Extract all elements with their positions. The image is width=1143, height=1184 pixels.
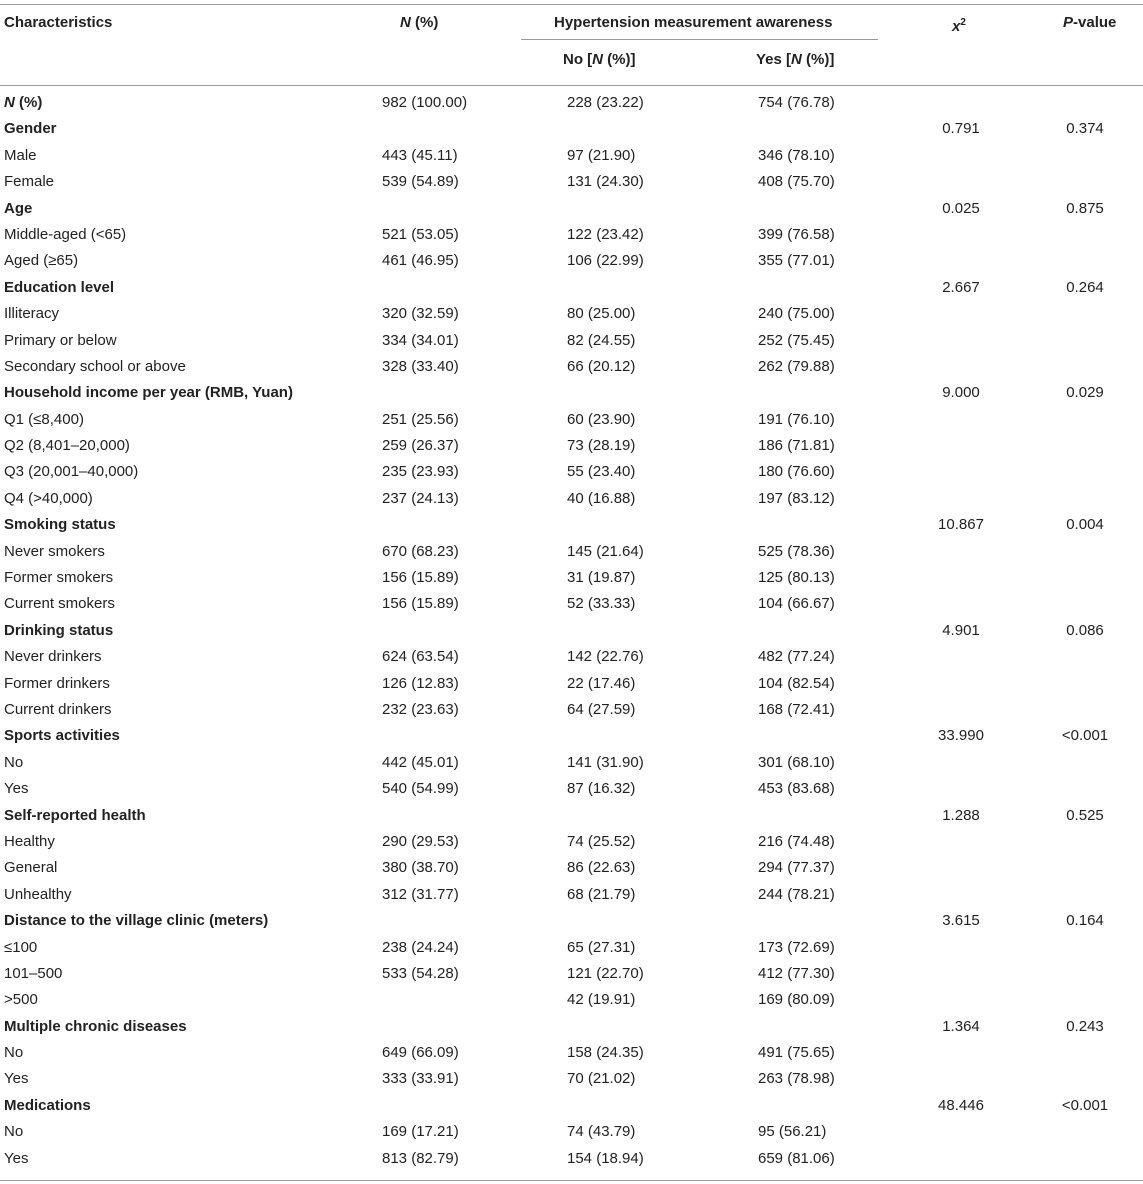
header-awareness-group: Hypertension measurement awareness [554,14,833,31]
table-row [0,354,1143,380]
header-no-post: (%)] [603,51,636,68]
cell-awareness-yes: 240 (75.00) [758,305,835,323]
cell-p-value: 0.029 [1066,384,1104,402]
cell-n-percent: 539 (54.89) [382,173,459,191]
cell-awareness-no: 145 (21.64) [567,542,644,560]
cell-awareness-no: 141 (31.90) [567,753,644,771]
cell-characteristic: Education level [4,278,115,296]
header-p-italic: P [1063,14,1074,31]
cell-n-percent: 251 (25.56) [382,410,459,428]
cell-awareness-no: 73 (28.19) [567,437,636,455]
cell-awareness-yes: 301 (68.10) [758,753,835,771]
table-group-row [0,723,1143,749]
table-row [0,1040,1143,1066]
header-chi-square [952,14,966,36]
cell-characteristic: No [4,1044,24,1062]
cell-n-percent: 320 (32.59) [382,305,459,323]
cell-awareness-no: 106 (22.99) [567,252,644,270]
cell-awareness-no: 121 (22.70) [567,964,644,982]
cell-chi-square: 0.791 [942,120,980,138]
cell-characteristic: Household income per year (RMB, Yuan) [4,384,293,402]
cell-characteristic: Unhealthy [4,885,72,903]
cell-n-percent: 982 (100.00) [382,94,468,111]
table-row [0,301,1143,327]
cell-awareness-yes: 754 (76.78) [758,94,835,111]
cell-awareness-yes: 197 (83.12) [758,489,835,507]
table-row [0,248,1143,274]
cell-characteristic: General [4,859,58,877]
cell-p-value: 0.264 [1066,278,1104,296]
table-row [0,855,1143,881]
cell-characteristic: Current drinkers [4,700,112,718]
cell-awareness-no: 131 (24.30) [567,173,644,191]
cell-awareness-no: 87 (16.32) [567,780,636,798]
cell-awareness-no: 86 (22.63) [567,859,636,877]
cell-n-percent: 443 (45.11) [382,146,458,164]
cell-p-value: 0.875 [1066,199,1104,217]
cell-awareness-no: 158 (24.35) [567,1044,644,1062]
cell-characteristic: Female [4,173,55,191]
cell-awareness-yes: 125 (80.13) [758,569,835,587]
cell-awareness-no: 40 (16.88) [567,489,636,507]
cell-chi-square: 0.025 [942,199,980,217]
table-row [0,433,1143,459]
cell-n-percent: 238 (24.24) [382,938,459,956]
cell-characteristic: Q4 (>40,000) [4,489,93,507]
cell-awareness-no: 74 (25.52) [567,832,636,850]
cell-characteristic: Distance to the village clinic (meters) [4,912,269,930]
cell-awareness-no: 52 (33.33) [567,595,636,613]
cell-awareness-yes: 294 (77.37) [758,859,835,877]
cell-characteristic: Yes [4,1070,29,1088]
table-row [0,776,1143,802]
cell-characteristic: Healthy [4,832,55,850]
table-group-row [0,1093,1143,1119]
header-p-rest: -value [1073,14,1117,31]
cell-n-percent: 259 (26.37) [382,437,459,455]
cell-characteristic: Multiple chronic diseases [4,1017,187,1035]
cell-p-value: 0.004 [1066,516,1104,534]
cell-n-percent: 334 (34.01) [382,331,459,349]
cell-awareness-no: 228 (23.22) [567,94,644,111]
cell-n-percent: 333 (33.91) [382,1070,459,1088]
cell-awareness-no: 154 (18.94) [567,1149,644,1167]
cell-characteristic: Age [4,199,33,217]
cell-chi-square: 1.364 [942,1017,980,1035]
cell-awareness-yes: 191 (76.10) [758,410,835,428]
cell-characteristic: Q1 (≤8,400) [4,410,84,428]
cell-awareness-no: 70 (21.02) [567,1070,636,1088]
cell-n-percent: 521 (53.05) [382,225,459,243]
cell-characteristic: Yes [4,1149,29,1167]
cell-characteristic: Former drinkers [4,674,110,692]
cell-awareness-no: 122 (23.42) [567,225,644,243]
table-row [0,961,1143,987]
cell-characteristic [4,90,42,116]
cell-characteristic: Drinking status [4,621,114,639]
table-group-row [0,803,1143,829]
cell-characteristic: Male [4,146,37,164]
table-top-rule [0,4,1143,5]
cell-awareness-yes: 355 (77.01) [758,252,835,270]
cell-n-percent: 312 (31.77) [382,885,459,903]
cell-awareness-yes: 346 (78.10) [758,146,835,164]
table-group-row [0,275,1143,301]
table-group-row [0,908,1143,934]
cell-awareness-yes: 252 (75.45) [758,331,835,349]
cell-n-percent: 442 (45.01) [382,753,459,771]
cell-awareness-no: 68 (21.79) [567,885,636,903]
cell-characteristic: Primary or below [4,331,117,349]
header-characteristics: Characteristics [4,14,113,31]
header-n-italic: N [400,14,411,31]
table-row [0,407,1143,433]
cell-n-percent: 649 (66.09) [382,1044,459,1062]
cell-awareness-no: 74 (43.79) [567,1123,636,1141]
header-yes-post: (%)] [801,51,835,68]
header-group-rule [521,39,878,40]
table-group-row [0,116,1143,142]
cell-characteristic: >500 [4,991,38,1009]
row-n-rest: (%) [14,94,43,111]
cell-p-value: 0.374 [1066,120,1104,138]
cell-characteristic: 101–500 [4,964,63,982]
table-group-row [0,380,1143,406]
cell-awareness-yes: 104 (66.67) [758,595,835,613]
cell-n-percent: 328 (33.40) [382,357,459,375]
cell-characteristic: Gender [4,120,57,138]
cell-awareness-yes: 104 (82.54) [758,674,835,692]
cell-awareness-yes: 399 (76.58) [758,225,835,243]
cell-awareness-no: 66 (20.12) [567,357,636,375]
table-row [0,697,1143,723]
table-row [0,591,1143,617]
cell-characteristic: ≤100 [4,938,38,956]
header-p-value [1063,14,1116,32]
cell-n-percent: 380 (38.70) [382,859,459,877]
cell-chi-square: 48.446 [938,1096,984,1114]
cell-awareness-yes: 412 (77.30) [758,964,835,982]
table-row [0,222,1143,248]
header-no-column [563,51,636,69]
cell-awareness-no: 42 (19.91) [567,991,636,1009]
cell-chi-square: 9.000 [942,384,980,402]
cell-n-percent: 461 (46.95) [382,252,459,270]
cell-characteristic: Yes [4,780,29,798]
cell-awareness-yes: 168 (72.41) [758,700,835,718]
cell-characteristic: Middle-aged (<65) [4,225,127,243]
header-n-percent [400,14,438,32]
table-row [0,671,1143,697]
cell-chi-square: 33.990 [938,727,984,745]
cell-awareness-no: 31 (19.87) [567,569,636,587]
cell-awareness-yes: 173 (72.69) [758,938,835,956]
cell-awareness-yes: 659 (81.06) [758,1149,835,1167]
cell-characteristic: Current smokers [4,595,115,613]
cell-characteristic: Never smokers [4,542,105,560]
cell-n-percent: 169 (17.21) [382,1123,459,1141]
cell-characteristic: Illiteracy [4,305,60,323]
table-row [0,644,1143,670]
table-group-row [0,196,1143,222]
cell-n-percent: 232 (23.63) [382,700,459,718]
cell-awareness-yes: 262 (79.88) [758,357,835,375]
cell-awareness-no: 22 (17.46) [567,674,636,692]
table-row [0,486,1143,512]
cell-characteristic: Medications [4,1096,91,1114]
table-row [0,143,1143,169]
cell-awareness-yes: 180 (76.60) [758,463,835,481]
cell-awareness-yes: 525 (78.36) [758,542,835,560]
cell-chi-square: 4.901 [942,621,980,639]
row-n-italic: N [4,94,15,111]
cell-p-value: 0.243 [1066,1017,1104,1035]
cell-awareness-no: 55 (23.40) [567,463,636,481]
table-row [0,169,1143,195]
cell-n-percent: 624 (63.54) [382,648,459,666]
table-row [0,1119,1143,1145]
cell-awareness-no: 82 (24.55) [567,331,636,349]
cell-awareness-yes: 491 (75.65) [758,1044,835,1062]
cell-p-value: 0.164 [1066,912,1104,930]
header-yes-pre: Yes [ [756,51,792,68]
cell-n-percent: 237 (24.13) [382,489,459,507]
table-row [0,328,1143,354]
cell-awareness-yes: 95 (56.21) [758,1123,827,1141]
table-group-row [0,512,1143,538]
cell-awareness-no: 142 (22.76) [567,648,644,666]
table-row [0,882,1143,908]
table-row [0,935,1143,961]
cell-n-percent: 813 (82.79) [382,1149,459,1167]
cell-n-percent: 670 (68.23) [382,542,459,560]
table-row [0,987,1143,1013]
cell-chi-square: 3.615 [942,912,980,930]
cell-awareness-yes: 263 (78.98) [758,1070,835,1088]
table-row [0,539,1143,565]
table-group-row [0,90,1143,116]
cell-characteristic: No [4,753,24,771]
cell-awareness-yes: 408 (75.70) [758,173,835,191]
cell-p-value: 0.525 [1066,806,1104,824]
cell-characteristic: Sports activities [4,727,120,745]
cell-chi-square: 10.867 [938,516,984,534]
table-row [0,1066,1143,1092]
cell-characteristic: Self-reported health [4,806,146,824]
cell-awareness-no: 80 (25.00) [567,305,636,323]
header-yes-italic: N [791,51,802,68]
cell-awareness-no: 64 (27.59) [567,700,636,718]
cell-n-percent: 235 (23.93) [382,463,459,481]
header-x2-sup: 2 [960,17,966,28]
cell-n-percent: 156 (15.89) [382,569,459,587]
cell-characteristic: Q2 (8,401–20,000) [4,437,130,455]
cell-n-percent: 126 (12.83) [382,674,459,692]
cell-awareness-yes: 186 (71.81) [758,437,835,455]
cell-n-percent: 540 (54.99) [382,780,459,798]
table-group-row [0,1014,1143,1040]
cell-n-percent: 533 (54.28) [382,964,459,982]
header-no-pre: No [ [563,51,593,68]
cell-n-percent: 290 (29.53) [382,832,459,850]
table-row [0,459,1143,485]
cell-n-percent: 156 (15.89) [382,595,459,613]
cell-p-value: 0.086 [1066,621,1104,639]
cell-awareness-yes: 453 (83.68) [758,780,835,798]
table-row [0,750,1143,776]
header-no-italic: N [592,51,604,68]
header-yes-column [756,51,834,69]
cell-awareness-yes: 482 (77.24) [758,648,835,666]
cell-awareness-no: 65 (27.31) [567,938,636,956]
header-x2-base: x [952,18,961,35]
cell-chi-square: 1.288 [942,806,980,824]
cell-awareness-no: 97 (21.90) [567,146,636,164]
cell-awareness-no: 60 (23.90) [567,410,636,428]
cell-chi-square: 2.667 [942,278,980,296]
cell-characteristic: Q3 (20,001–40,000) [4,463,139,481]
cell-awareness-yes: 244 (78.21) [758,885,835,903]
table-bottom-rule [0,1180,1143,1181]
table-row [0,829,1143,855]
table-header-rule [0,85,1143,86]
cell-p-value: <0.001 [1061,1096,1109,1114]
cell-characteristic: Smoking status [4,516,116,534]
table-row [0,1146,1143,1172]
cell-characteristic: Aged (≥65) [4,252,79,270]
table-group-row [0,618,1143,644]
cell-characteristic: No [4,1123,24,1141]
cell-characteristic: Secondary school or above [4,357,186,375]
header-n-rest: (%) [410,14,439,31]
cell-characteristic: Former smokers [4,569,114,587]
cell-p-value: <0.001 [1061,727,1109,745]
cell-characteristic: Never drinkers [4,648,102,666]
cell-awareness-yes: 169 (80.09) [758,991,835,1009]
table-row [0,565,1143,591]
table-body [0,90,1143,1172]
cell-awareness-yes: 216 (74.48) [758,832,835,850]
